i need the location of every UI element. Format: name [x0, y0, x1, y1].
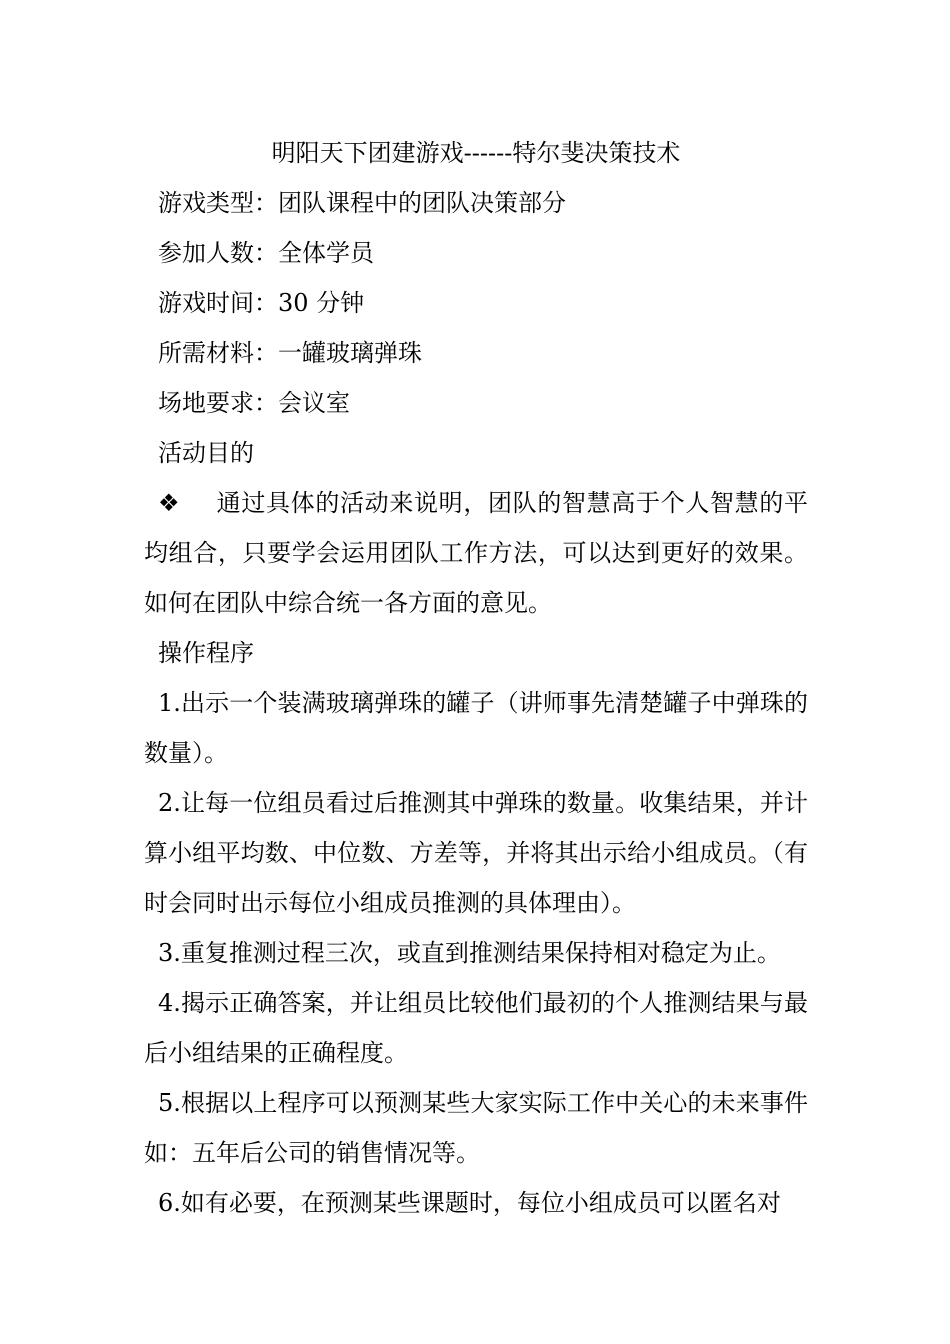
purpose-text: 通过具体的活动来说明，团队的智慧高于个人智慧的平均组合，只要学会运用团队工作方法，可以达到更好的效果。如何在团队中综合统一各方面的意见。 [144, 489, 808, 617]
info-participants: 参加人数：全体学员 [158, 239, 374, 267]
procedure-heading: 操作程序 [158, 639, 254, 667]
document-body [144, 128, 808, 1228]
diamond-bullet-icon: ❖ [158, 489, 180, 517]
info-venue: 场地要求：会议室 [158, 389, 350, 417]
document-title: 明阳天下团建游戏------特尔斐决策技术 [271, 139, 681, 167]
procedure-step-6: 6.如有必要，在预测某些课题时，每位小组成员可以匿名对 [158, 1189, 781, 1217]
info-materials: 所需材料：一罐玻璃弹珠 [158, 339, 422, 367]
procedure-step-3: 3.重复推测过程三次，或直到推测结果保持相对稳定为止。 [158, 939, 781, 967]
procedure-step-4: 4.揭示正确答案，并让组员比较他们最初的个人推测结果与最后小组结果的正确程度。 [144, 989, 808, 1067]
info-duration: 游戏时间：30 分钟 [158, 289, 365, 317]
purpose-paragraph [144, 478, 808, 628]
procedure-step-5: 5.根据以上程序可以预测某些大家实际工作中关心的未来事件如：五年后公司的销售情况等。 [144, 1089, 808, 1167]
purpose-heading: 活动目的 [158, 439, 254, 467]
procedure-step-1: 1.出示一个装满玻璃弹珠的罐子（讲师事先清楚罐子中弹珠的数量）。 [144, 689, 808, 767]
info-game-type: 游戏类型：团队课程中的团队决策部分 [158, 189, 566, 217]
procedure-step-2: 2.让每一位组员看过后推测其中弹珠的数量。收集结果，并计算小组平均数、中位数、方差等，并将其出示给小组成员。（有时会同时出示每位小组成员推测的具体理由）。 [144, 789, 808, 917]
